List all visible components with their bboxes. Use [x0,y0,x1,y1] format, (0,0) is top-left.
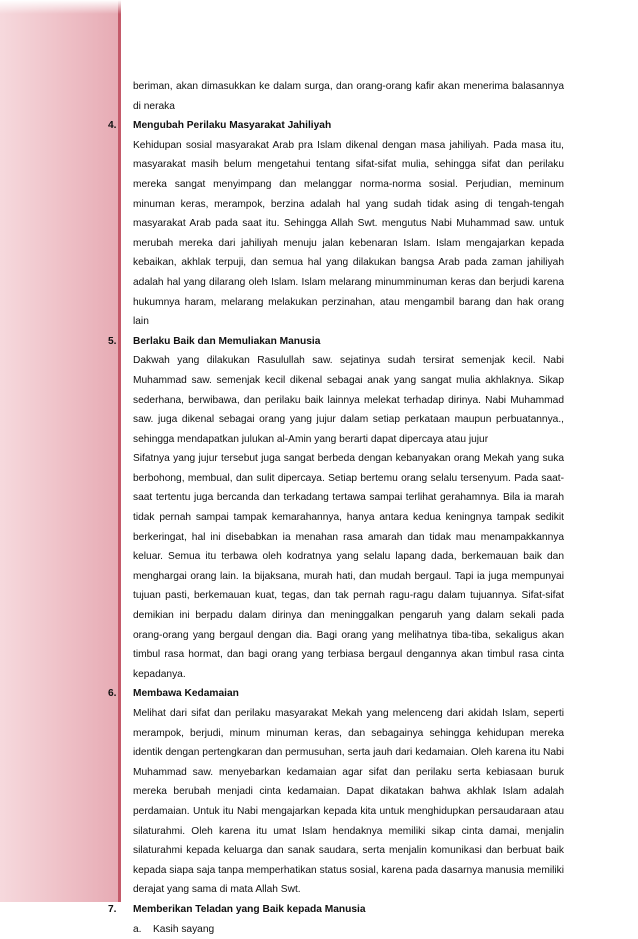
section-title: Berlaku Baik dan Memuliakan Manusia [133,335,321,347]
side-band-fade [0,0,121,14]
section-paragraph: Dakwah yang dilakukan Rasulullah saw. sejatinya sudah tersirat semenjak kecil. Nabi Muhammad saw. semenjak kecil dikenal sebagai anak yang sangat mulia akhlaknya. Sikap sederhana, berwibawa, dan perilaku baik lainnya melekat terhadap dirinya. Nabi Muhammad saw. juga dikenal sebagai orang yang jujur dalam setiap perkataan maupun perbuatannya., sehingga mendapatkan julukan al-Amin yang berarti dapat dipercaya atau jujur [133,355,564,445]
section-6 [108,684,564,900]
section-title: Mengubah Perilaku Masyarakat Jahiliyah [133,120,332,132]
section-number: 6. [108,688,117,700]
sub-item-text: Kasih sayang [153,923,215,935]
section-paragraph: Kehidupan sosial masyarakat Arab pra Islam dikenal dengan masa jahiliyah. Pada masa itu, masyarakat masih belum mengetahui tentang sifat-sifat mulia, sehingga sifat dan perilaku mereka sangat menyimpang dan melanggar norma-norma sosial. Perjudian, meminum minuman keras, merampok, berzina adalah hal yang sudah tidak asing di tengah-tengah masyarakat Arab pada saat itu. Sehingga Allah Swt. mengutus Nabi Muhammad saw. untuk merubah mereka dari jahiliyah menuju jalan kebenaran Islam. Islam mengajarkan kepada kebaikan, akhlak terpuji, dan semua hal yang dilakukan bangsa Arab pada zaman jahiliyah adalah hal yang dilarang oleh Islam. Islam melarang minumminuman keras dan berjudi karena hukumnya haram, melarang melakukan perzinahan, atau mengambil barang dan hak orang lain [133,139,564,328]
section-7 [108,900,564,939]
decorative-side-band [0,0,121,902]
sub-item [133,920,564,939]
section-paragraph: Melihat dari sifat dan perilaku masyarakat Mekah yang melenceng dari akidah Islam, seperti merampok, berjudi, minum minuman keras, dan sebagainya sehingga kehidupan mereka identik dengan pertengkaran dan permusuhan, serta jauh dari kedamaian. Oleh karena itu Nabi Muhammad saw. menyebarkan kedamaian agar sifat dan perilaku serta kebiasaan buruk mereka berubah menjadi cinta kedamaian. Dapat dikatakan bahwa akhlak Islam adalah perdamaian. Untuk itu Nabi mengajarkan kepada kita untuk menghidupkan persaudaraan atau silaturahmi. Oleh karena itu umat Islam hendaknya memiliki sikap cinta damai, menjalin silaturahmi kepada keluarga dan sanak saudara, serta menjalin komunikasi dan berbuat baik kepada siapa saja tanpa memperhatikan status sosial, karena pada dasarnya manusia memiliki derajat yang sama di mata Allah Swt. [133,708,564,896]
section-number: 4. [108,120,117,132]
intro-paragraph: beriman, akan dimasukkan ke dalam surga, dan orang-orang kafir akan menerima balasannya di neraka [133,81,564,112]
section-title: Membawa Kedamaian [133,688,239,700]
section-number: 7. [108,903,117,915]
document-body [108,77,564,939]
section-5 [108,332,564,685]
sub-item-letter: a. [133,923,142,935]
section-title: Memberikan Teladan yang Baik kepada Manusia [133,903,366,915]
section-number: 5. [108,335,117,347]
section-paragraph: Sifatnya yang jujur tersebut juga sangat berbeda dengan kebanyakan orang Mekah yang suka berbohong, membual, dan sulit dipercaya. Setiap bertemu orang selalu tersenyum. Pada saat-saat tertentu juga bercanda dan terkadang tertawa sampai terlihat gerahamnya. Bila ia marah tidak pernah sampai tampak kemarahannya, hanya antara kedua keningnya tampak sedikit berkeringat, hal ini disebabkan ia menahan rasa amarah dan tidak mau menampakkannya keluar. Semua itu terbawa oleh kodratnya yang selalu lapang dada, berkemauan baik dan menghargai orang lain. Ia bijaksana, murah hati, dan mudah bergaul. Tapi ia juga mempunyai tujuan pasti, berkemauan kuat, tegas, dan tak pernah ragu-ragu dalam tujuannya. Sifat-sifat demikian ini berpadu dalam dirinya dan meninggalkan pengaruh yang dalam sekali pada orang-orang yang bergaul dengan dia. Bagi orang yang melihatnya tiba-tiba, sekaligus akan timbul rasa hormat, dan bagi orang yang terbiasa bergaul dengannya akan timbul rasa cinta kepadanya. [133,453,564,680]
section-4 [108,116,564,332]
